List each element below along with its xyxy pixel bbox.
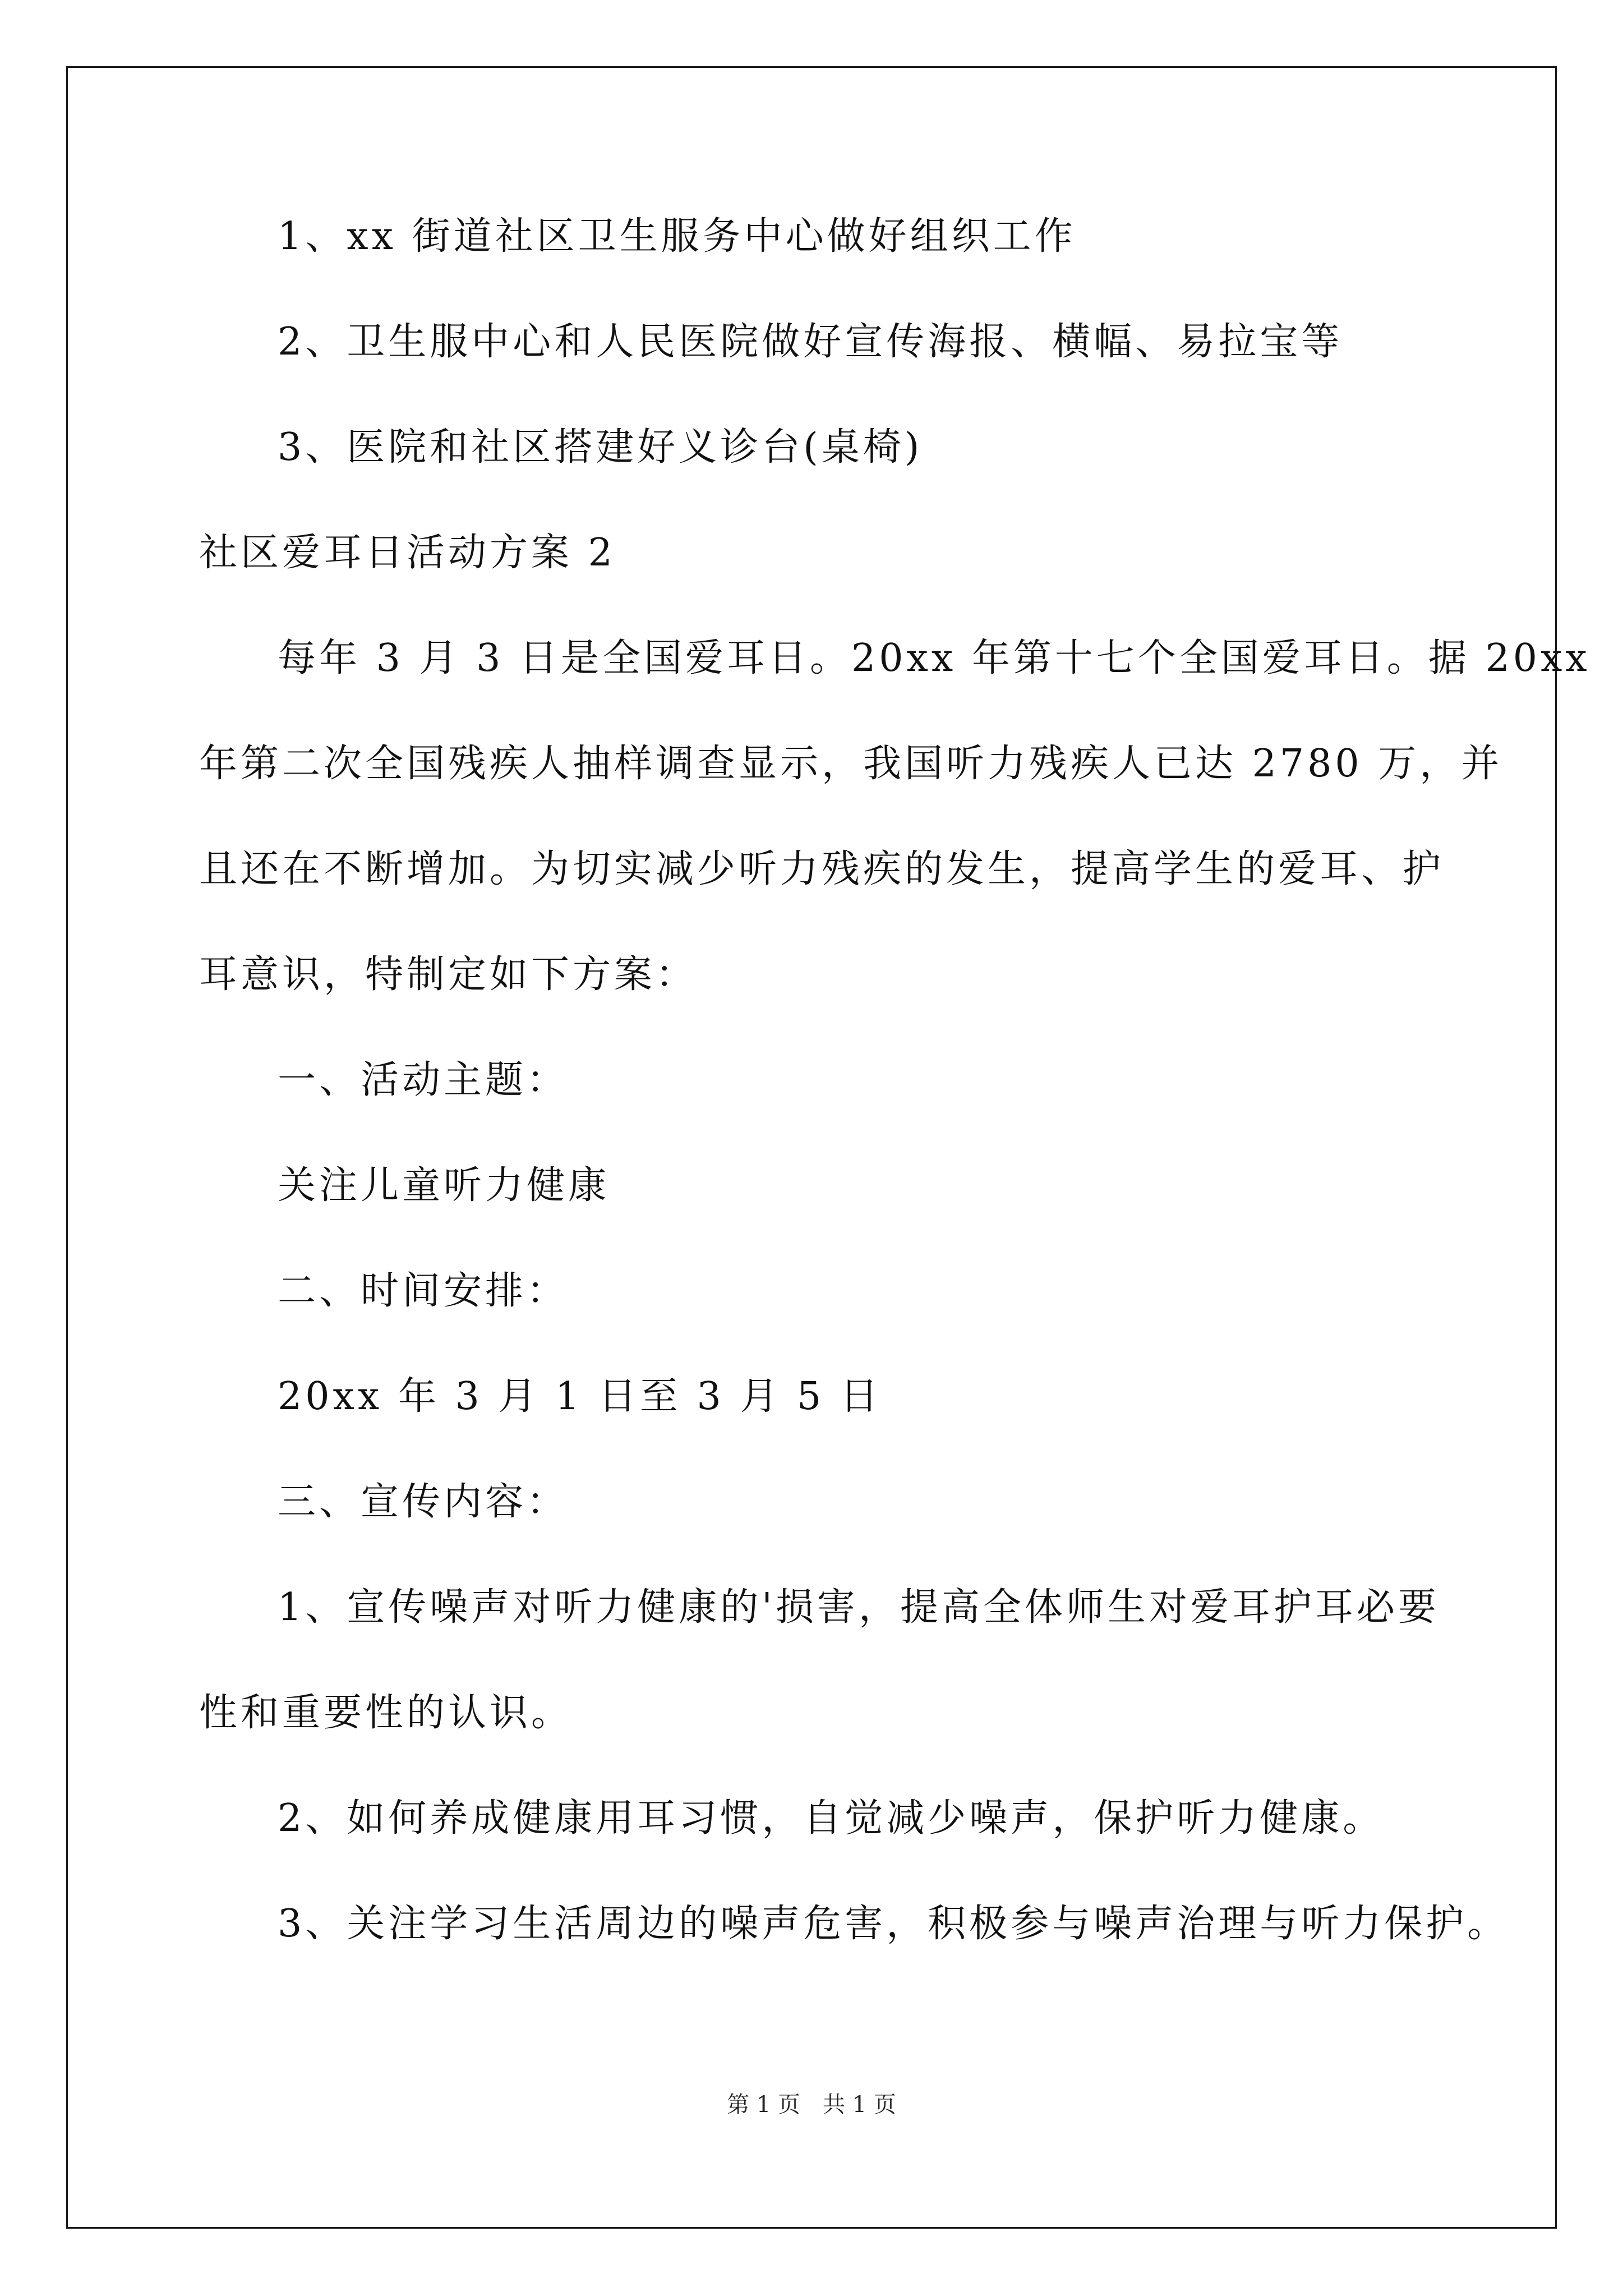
- subheading-theme: 一、活动主题：: [278, 1058, 569, 1102]
- content-item-2: 2、如何养成健康用耳习惯，自觉减少噪声，保护听力健康。: [278, 1796, 1385, 1841]
- list-item-publicity-materials: 2、卫生服中心和人民医院做好宣传海报、横幅、易拉宝等: [278, 320, 1343, 364]
- schedule-text: 20xx 年 3 月 1 日至 3 月 5 日: [278, 1374, 882, 1419]
- subheading-schedule: 二、时间安排：: [278, 1269, 569, 1313]
- list-item-clinic-setup: 3、医院和社区搭建好义诊台(桌椅): [278, 425, 923, 470]
- intro-paragraph-line-1: 每年 3 月 3 日是全国爱耳日。20xx 年第十七个全国爱耳日。据 20xx: [278, 636, 1590, 680]
- subheading-content: 三、宣传内容：: [278, 1480, 569, 1524]
- intro-paragraph-line-3: 且还在不断增加。为切实减少听力残疾的发生，提高学生的爱耳、护: [199, 847, 1445, 891]
- content-item-1-line-1: 1、宣传噪声对听力健康的'损害，提高全体师生对爱耳护耳必要: [278, 1585, 1440, 1630]
- intro-paragraph-line-2: 年第二次全国残疾人抽样调查显示，我国听力残疾人已达 2780 万，并: [199, 742, 1503, 786]
- intro-paragraph-line-4: 耳意识，特制定如下方案：: [199, 953, 698, 997]
- content-item-3: 3、关注学习生活周边的噪声危害，积极参与噪声治理与听力保护。: [278, 1902, 1509, 1946]
- list-item-organize: 1、xx 街道社区卫生服务中心做好组织工作: [278, 214, 1076, 259]
- page-number-footer: 第 1 页 共 1 页: [727, 2092, 896, 2118]
- section-heading: 社区爱耳日活动方案 2: [199, 531, 616, 575]
- content-item-1-line-2: 性和重要性的认识。: [199, 1691, 573, 1735]
- theme-text: 关注儿童听力健康: [278, 1163, 610, 1208]
